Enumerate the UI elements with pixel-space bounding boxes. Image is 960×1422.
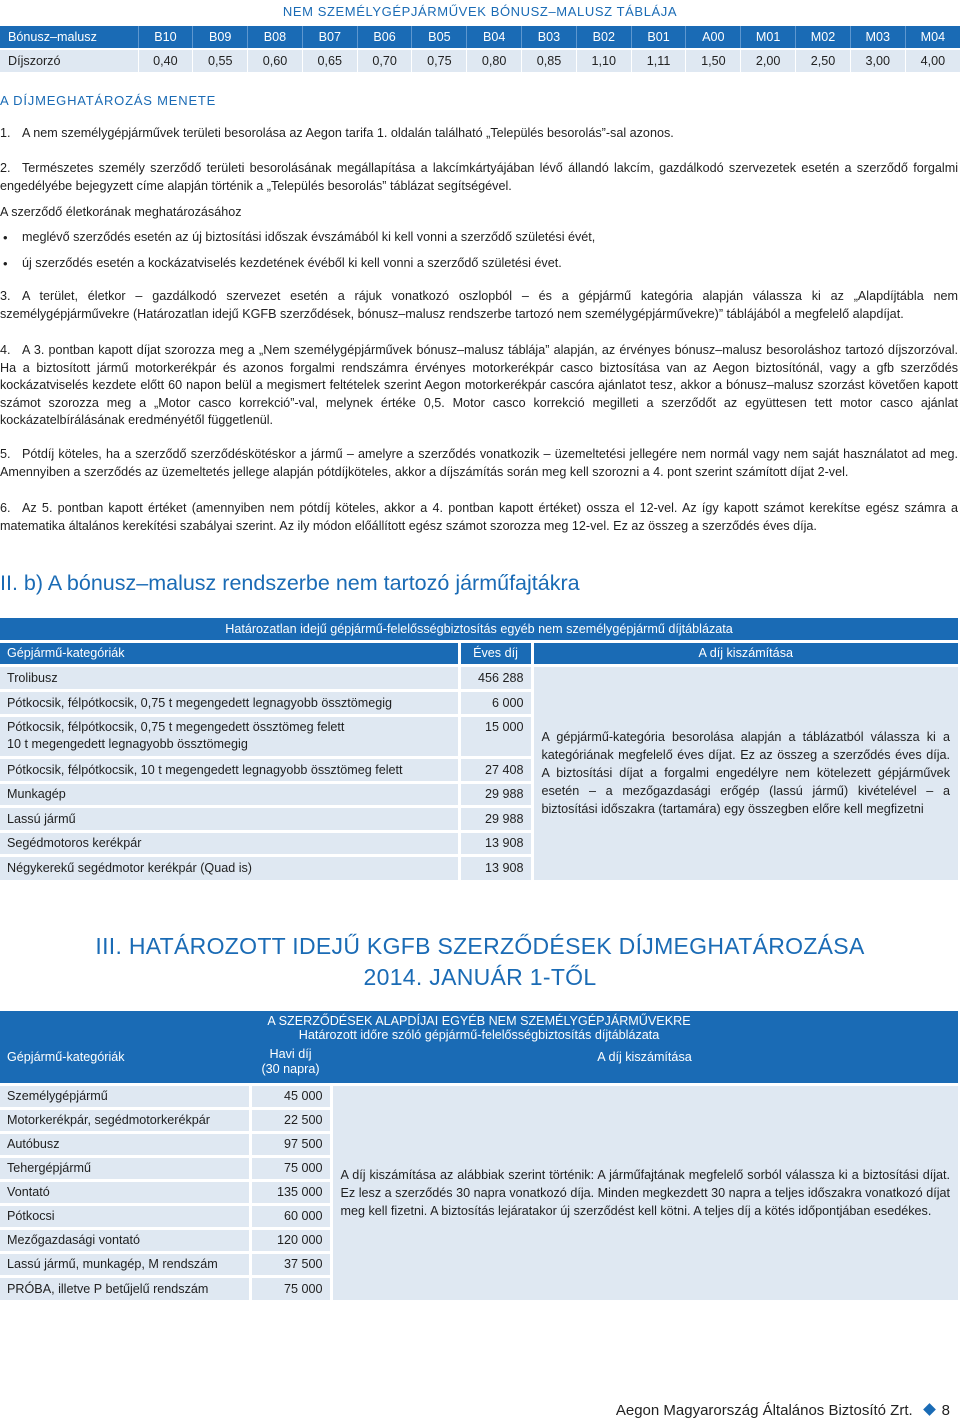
bonus-class: B02 bbox=[576, 26, 631, 49]
bonus-class: B06 bbox=[357, 26, 412, 49]
bonus-malus-table bbox=[0, 26, 960, 72]
bonus-class: B01 bbox=[631, 26, 686, 49]
fee-cell: 120 000 bbox=[250, 1228, 331, 1252]
step-number: 2. bbox=[0, 161, 11, 175]
indefinite-fee-table bbox=[0, 618, 958, 880]
multiplier-value: 2,50 bbox=[796, 49, 851, 72]
col-header-fee-line: Havi díj bbox=[269, 1047, 312, 1061]
section-iii-title-line: III. HATÁROZOTT IDEJŰ KGFB SZERZŐDÉSEK DÍJMEGHATÁROZÁSA bbox=[95, 933, 865, 959]
bonus-table-title: NEM SZEMÉLYGÉPJÁRMŰVEK BÓNUSZ–MALUSZ TÁBLÁJA bbox=[282, 4, 678, 19]
bonus-class: B03 bbox=[522, 26, 577, 49]
col-header-fee bbox=[250, 1042, 331, 1084]
step-2 bbox=[0, 160, 958, 195]
step-3 bbox=[0, 288, 958, 323]
multiplier-value: 1,10 bbox=[576, 49, 631, 72]
category-line: Pótkocsik, félpótkocsik, 0,75 t megengedett össztömeg felett bbox=[7, 720, 345, 734]
table-caption-row bbox=[0, 1011, 958, 1042]
category-cell: Tehergépjármű bbox=[0, 1156, 250, 1180]
bonus-header-label: Bónusz–malusz bbox=[0, 26, 138, 49]
step-1 bbox=[0, 125, 958, 143]
step-2-age-intro: A szerződő életkorának meghatározásához bbox=[0, 205, 242, 219]
bonus-class: B08 bbox=[248, 26, 303, 49]
category-cell: Segédmotoros kerékpár bbox=[0, 831, 459, 855]
col-header-calc: A díj kiszámítása bbox=[532, 641, 958, 665]
multiplier-label: Díjszorzó bbox=[0, 49, 138, 72]
fee-cell: 456 288 bbox=[459, 665, 532, 690]
multiplier-value: 3,00 bbox=[850, 49, 905, 72]
fee-cell: 75 000 bbox=[250, 1156, 331, 1180]
step-number: 6. bbox=[0, 501, 11, 515]
fee-cell: 97 500 bbox=[250, 1132, 331, 1156]
col-header-category: Gépjármű-kategóriák bbox=[0, 1042, 250, 1084]
bonus-class: M01 bbox=[741, 26, 796, 49]
step-number: 3. bbox=[0, 289, 11, 303]
multiplier-value: 0,85 bbox=[522, 49, 577, 72]
bullet-icon: • bbox=[3, 230, 8, 245]
bonus-classes-row bbox=[0, 26, 960, 49]
category-cell: Lassú jármű, munkagép, M rendszám bbox=[0, 1252, 250, 1276]
col-header-calc: A díj kiszámítása bbox=[331, 1042, 958, 1084]
step-text: A nem személygépjárművek területi besorolása az Aegon tarifa 1. oldalán található „Település besorolás”-sal azonos. bbox=[22, 126, 674, 140]
fixed-term-fee-table bbox=[0, 1011, 958, 1300]
table-header-row bbox=[0, 1042, 958, 1084]
multiplier-value: 0,40 bbox=[138, 49, 193, 72]
multiplier-value: 0,75 bbox=[412, 49, 467, 72]
col-header-fee-line: (30 napra) bbox=[261, 1062, 320, 1076]
fee-cell: 13 908 bbox=[459, 855, 532, 880]
bonus-class: B04 bbox=[467, 26, 522, 49]
fee-cell: 13 908 bbox=[459, 831, 532, 855]
step-text: A 3. pontban kapott díjat szorozza meg a „Nem személygépjárművek bónusz–malusz táblája” alapján, az érvényes bónusz–malusz besoroláshoz tartozó díjszorzóval. Ha a biztosított jármű motorkerékpár és azonos forgalmi rendszámra érvényes motorkerékpár casco biztosítása van az Aegon biztosítónál, vagy a gfb szerződés kockázatviselés kezdete előtt 60 napon belül a megismert feltételek szerint Aegon motorkerékpár cascóra ajánlatot tesz, akkor a bónusz–malusz szorzást követően kapott számot szorozza meg a „Motor casco korrekció”-val, melynek értéke 0,5. Motor casco korrekció megilleti a szerződőt az együttesen tett motor casco ajánlat kockázatelbírálásának eredményétől függetlenül. bbox=[0, 343, 958, 428]
category-cell: Mezőgazdasági vontató bbox=[0, 1228, 250, 1252]
bullet-text: meglévő szerződés esetén az új biztosítási időszak évszámából ki kell vonni a szerződő születési évét, bbox=[22, 230, 596, 244]
page-footer bbox=[616, 1402, 950, 1419]
col-header-fee: Éves díj bbox=[459, 641, 532, 665]
step-text: Természetes személy szerződő területi besorolásának megállapítása a lakcímkártyájában lévő állandó lakcím, gazdálkodó szervezetek esetén a szerződő forgalmi engedélyébe bejegyzett címe alapján történik a „Település besorolás” táblázat segítségével. bbox=[0, 161, 958, 193]
bonus-class: A00 bbox=[686, 26, 741, 49]
step-number: 1. bbox=[0, 126, 11, 140]
fee-cell: 22 500 bbox=[250, 1108, 331, 1132]
page-number: 8 bbox=[941, 1402, 950, 1419]
bonus-class: M04 bbox=[905, 26, 960, 49]
category-cell: Vontató bbox=[0, 1180, 250, 1204]
fee-cell: 45 000 bbox=[250, 1084, 331, 1108]
calc-description: A díj kiszámítása az alábbiak szerint történik: A járműfajtának megfelelő sorból válassza ki a biztosítási díjat. Ez lesz a szerződés 30 napra vonatkozó díja. Minden megkezdett 30 napra a teljes időszakra vonatkozó díjat meg kell fizetni. A biztosítás lejáratakor új szerződést kell kötni. A teljes díj a kötés időpontjában esedékes. bbox=[331, 1084, 958, 1300]
bonus-class: B05 bbox=[412, 26, 467, 49]
section-b-title: II. b) A bónusz–malusz rendszerbe nem tartozó járműfajtákra bbox=[0, 571, 580, 595]
multiplier-row bbox=[0, 49, 960, 72]
step-4 bbox=[0, 342, 958, 430]
multiplier-value: 2,00 bbox=[741, 49, 796, 72]
category-cell: Négykerekű segédmotor kerékpár (Quad is) bbox=[0, 855, 459, 880]
col-header-category: Gépjármű-kategóriák bbox=[0, 641, 459, 665]
multiplier-value: 1,50 bbox=[686, 49, 741, 72]
table-header-row bbox=[0, 641, 958, 665]
table-row bbox=[0, 1084, 958, 1108]
table-caption bbox=[0, 1011, 958, 1042]
step-text: Pótdíj köteles, ha a szerződő szerződéskötéskor a jármű – amelyre a szerződés vonatkozik – üzemeltetési jellegére nem normál vagy nem saját használatot ad meg. Amennyiben a szerződés az üzemeltetés jellege alapján pótdíjköteles, akkor a díjszámítás során meg kell szorozni a 4. pont szerint számított díjat 2-vel. bbox=[0, 447, 958, 479]
category-cell bbox=[0, 715, 459, 757]
table-caption-line: A SZERZŐDÉSEK ALAPDÍJAI EGYÉB NEM SZEMÉLYGÉPJÁRMŰVEKRE bbox=[267, 1013, 691, 1028]
table-caption: Határozatlan idejű gépjármű-felelősségbiztosítás egyéb nem személygépjármű díjtáblázata bbox=[0, 618, 958, 641]
multiplier-value: 0,55 bbox=[193, 49, 248, 72]
multiplier-value: 0,65 bbox=[302, 49, 357, 72]
category-cell: Pótkocsik, félpótkocsik, 0,75 t megengedett legnagyobb össztömegig bbox=[0, 690, 459, 715]
fee-cell: 29 988 bbox=[459, 782, 532, 806]
table-row bbox=[0, 665, 958, 690]
bonus-class: B09 bbox=[193, 26, 248, 49]
category-cell: Munkagép bbox=[0, 782, 459, 806]
category-cell: Pótkocsik, félpótkocsik, 10 t megengedett legnagyobb össztömeg felett bbox=[0, 757, 459, 782]
multiplier-value: 0,60 bbox=[248, 49, 303, 72]
fee-cell: 15 000 bbox=[459, 715, 532, 757]
fee-cell: 75 000 bbox=[250, 1276, 331, 1300]
multiplier-value: 4,00 bbox=[905, 49, 960, 72]
section-heading: A DÍJMEGHATÁROZÁS MENETE bbox=[0, 93, 217, 108]
step-5 bbox=[0, 446, 958, 481]
fee-cell: 37 500 bbox=[250, 1252, 331, 1276]
category-cell: Trolibusz bbox=[0, 665, 459, 690]
table-caption-row bbox=[0, 618, 958, 641]
bullet-icon: • bbox=[3, 256, 8, 271]
bonus-class: M03 bbox=[850, 26, 905, 49]
fee-cell: 6 000 bbox=[459, 690, 532, 715]
multiplier-value: 1,11 bbox=[631, 49, 686, 72]
category-line: 10 t megengedett legnagyobb össztömegig bbox=[7, 737, 248, 751]
section-iii-title bbox=[0, 931, 960, 993]
bonus-class: B07 bbox=[302, 26, 357, 49]
step-text: A terület, életkor – gazdálkodó szervezet esetén a rájuk vonatkozó oszlopból – és a gépjármű kategória alapján válassza ki az „Alapdíjtábla nem személygépjárművekre (Határozatlan idejű KGFB szerződések, bónusz–malusz rendszerbe tartozó nem személygépjárművekre)” táblájából a megfelelő alapdíjat. bbox=[0, 289, 958, 321]
category-cell: Pótkocsi bbox=[0, 1204, 250, 1228]
step-text: Az 5. pontban kapott értéket (amennyiben nem pótdíj köteles, akkor a 4. pontban kapott értéket) ossza el 12-vel. Az így kapott számot kerekítse egész számra a matematika általános kerekítési szabályai szerint. Az ily módon előállított egész számot szorozza meg 12-vel. Ez az összeg a szerződés éves díja. bbox=[0, 501, 958, 533]
category-cell: Autóbusz bbox=[0, 1132, 250, 1156]
calc-description: A gépjármű-kategória besorolása alapján a táblázatból válassza ki a kategóriának megfelelő éves díjat. Ez az összeg a szerződés éves díja. A biztosítási díjat a forgalmi engedélyre nem kötelezett gépjárművek esetén – a mezőgazdasági erőgép (lassú jármű) kivételével – a biztosítási időszakra (tartamára) egy összegben előre kell megfizetni bbox=[532, 665, 958, 880]
bullet-text: új szerződés esetén a kockázatviselés kezdetének évéből ki kell vonni a szerződő születési évet. bbox=[22, 256, 562, 270]
section-iii-title-line: 2014. JANUÁR 1-TŐL bbox=[363, 964, 597, 990]
table-caption-line: Határozott időre szóló gépjármű-felelősségbiztosítás díjtáblázata bbox=[298, 1027, 660, 1042]
category-cell: Lassú jármű bbox=[0, 806, 459, 831]
category-cell: Személygépjármű bbox=[0, 1084, 250, 1108]
fee-cell: 27 408 bbox=[459, 757, 532, 782]
multiplier-value: 0,70 bbox=[357, 49, 412, 72]
fee-cell: 60 000 bbox=[250, 1204, 331, 1228]
fee-cell: 29 988 bbox=[459, 806, 532, 831]
category-cell: PRÓBA, illetve P betűjelű rendszám bbox=[0, 1276, 250, 1300]
step-number: 5. bbox=[0, 447, 11, 461]
multiplier-value: 0,80 bbox=[467, 49, 522, 72]
step-number: 4. bbox=[0, 343, 11, 357]
bonus-class: M02 bbox=[796, 26, 851, 49]
step-6 bbox=[0, 500, 958, 535]
fee-cell: 135 000 bbox=[250, 1180, 331, 1204]
footer-company: Aegon Magyarország Általános Biztosító Zrt. bbox=[615, 1402, 913, 1419]
diamond-icon bbox=[923, 1403, 936, 1416]
category-cell: Motorkerékpár, segédmotorkerékpár bbox=[0, 1108, 250, 1132]
bonus-class: B10 bbox=[138, 26, 193, 49]
